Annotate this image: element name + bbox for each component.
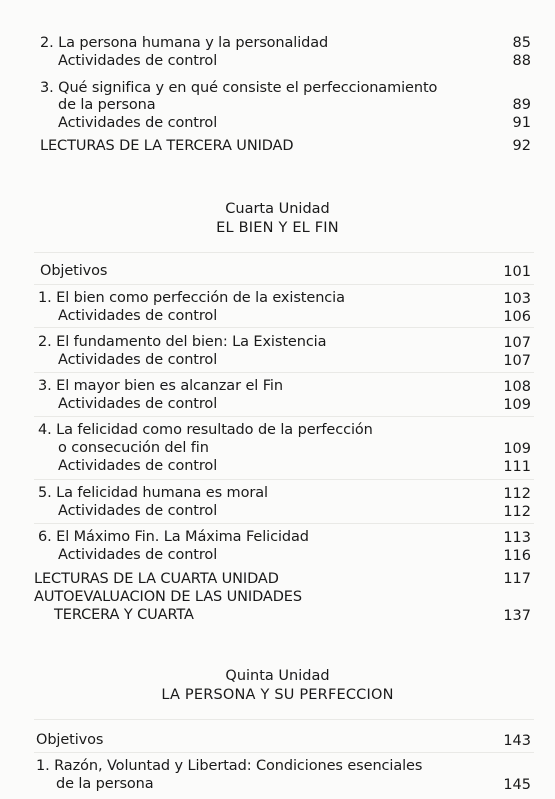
divider — [34, 523, 534, 524]
toc-page-number: 116 — [503, 548, 531, 564]
toc-page-number: 111 — [503, 459, 531, 475]
toc-page-number: 113 — [503, 530, 531, 546]
toc-entry-title: 5. La felicidad humana es moral — [38, 485, 268, 501]
toc-entry-activities: Actividades de control — [58, 115, 218, 131]
toc-readings: LECTURAS DE LA TERCERA UNIDAD — [40, 138, 294, 154]
toc-page-number: 106 — [503, 309, 531, 325]
toc-entry-title: 3. El mayor bien es alcanzar el Fin — [38, 378, 283, 394]
divider — [34, 284, 534, 285]
toc-entry-title: 6. El Máximo Fin. La Máxima Felicidad — [38, 529, 309, 545]
toc-page-number: 103 — [503, 291, 531, 307]
toc-page-number: 112 — [503, 486, 531, 502]
toc-objectives: Objetivos — [40, 263, 108, 279]
toc-page-number: 91 — [512, 115, 531, 131]
divider — [34, 752, 534, 753]
toc-entry-activities: Actividades de control — [58, 458, 218, 474]
toc-page-number: 88 — [512, 53, 531, 69]
toc-entry-activities: Actividades de control — [58, 53, 218, 69]
toc-page-number: 89 — [512, 97, 531, 113]
toc-page-number: 108 — [503, 379, 531, 395]
toc-entry-title: 4. La felicidad como resultado de la perfección — [38, 422, 373, 438]
toc-entry-title: 1. Razón, Voluntad y Libertad: Condiciones esenciales — [36, 758, 423, 774]
toc-entry-activities: Actividades de control — [58, 503, 218, 519]
toc-page-number: 109 — [503, 397, 531, 413]
unit-title: EL BIEN Y EL FIN — [216, 220, 339, 236]
toc-entry-activities: Actividades de control — [58, 308, 218, 324]
divider — [34, 479, 534, 480]
unit-label: Cuarta Unidad — [225, 201, 330, 217]
toc-page-number: 137 — [503, 608, 531, 624]
toc-self-evaluation: AUTOEVALUACION DE LAS UNIDADES — [34, 589, 302, 605]
toc-page-number: 92 — [512, 138, 531, 154]
toc-page-number: 101 — [503, 264, 531, 280]
toc-entry-title: 2. El fundamento del bien: La Existencia — [38, 334, 327, 350]
toc-entry-title: 1. El bien como perfección de la existencia — [38, 290, 345, 306]
toc-entry-activities: Actividades de control — [58, 547, 218, 563]
toc-entry-title-cont: de la persona — [56, 776, 154, 792]
divider — [34, 327, 534, 328]
toc-entry-title-cont: o consecución del fin — [58, 440, 209, 456]
toc-self-evaluation-cont: TERCERA Y CUARTA — [54, 607, 194, 623]
toc-readings: LECTURAS DE LA CUARTA UNIDAD — [34, 571, 279, 587]
toc-page-number: 107 — [503, 335, 531, 351]
divider — [34, 252, 534, 253]
toc-entry-activities: Actividades de control — [58, 352, 218, 368]
toc-page-number: 109 — [503, 441, 531, 457]
toc-page-number: 143 — [503, 733, 531, 749]
toc-entry-title-cont: de la persona — [58, 97, 156, 113]
toc-page-number: 117 — [503, 571, 531, 587]
toc-page-number: 112 — [503, 504, 531, 520]
unit-title: LA PERSONA Y SU PERFECCION — [161, 687, 394, 703]
divider — [34, 416, 534, 417]
unit-label: Quinta Unidad — [225, 668, 330, 684]
toc-entry-title: 2. La persona humana y la personalidad — [40, 35, 329, 51]
toc-entry-title: 3. Qué significa y en qué consiste el perfeccionamiento — [40, 80, 438, 96]
toc-entry-activities: Actividades de control — [58, 396, 218, 412]
toc-page-number: 145 — [503, 777, 531, 793]
toc-page-number: 107 — [503, 353, 531, 369]
divider — [34, 719, 534, 720]
toc-objectives: Objetivos — [36, 732, 104, 748]
divider — [34, 372, 534, 373]
toc-page-number: 85 — [512, 35, 531, 51]
